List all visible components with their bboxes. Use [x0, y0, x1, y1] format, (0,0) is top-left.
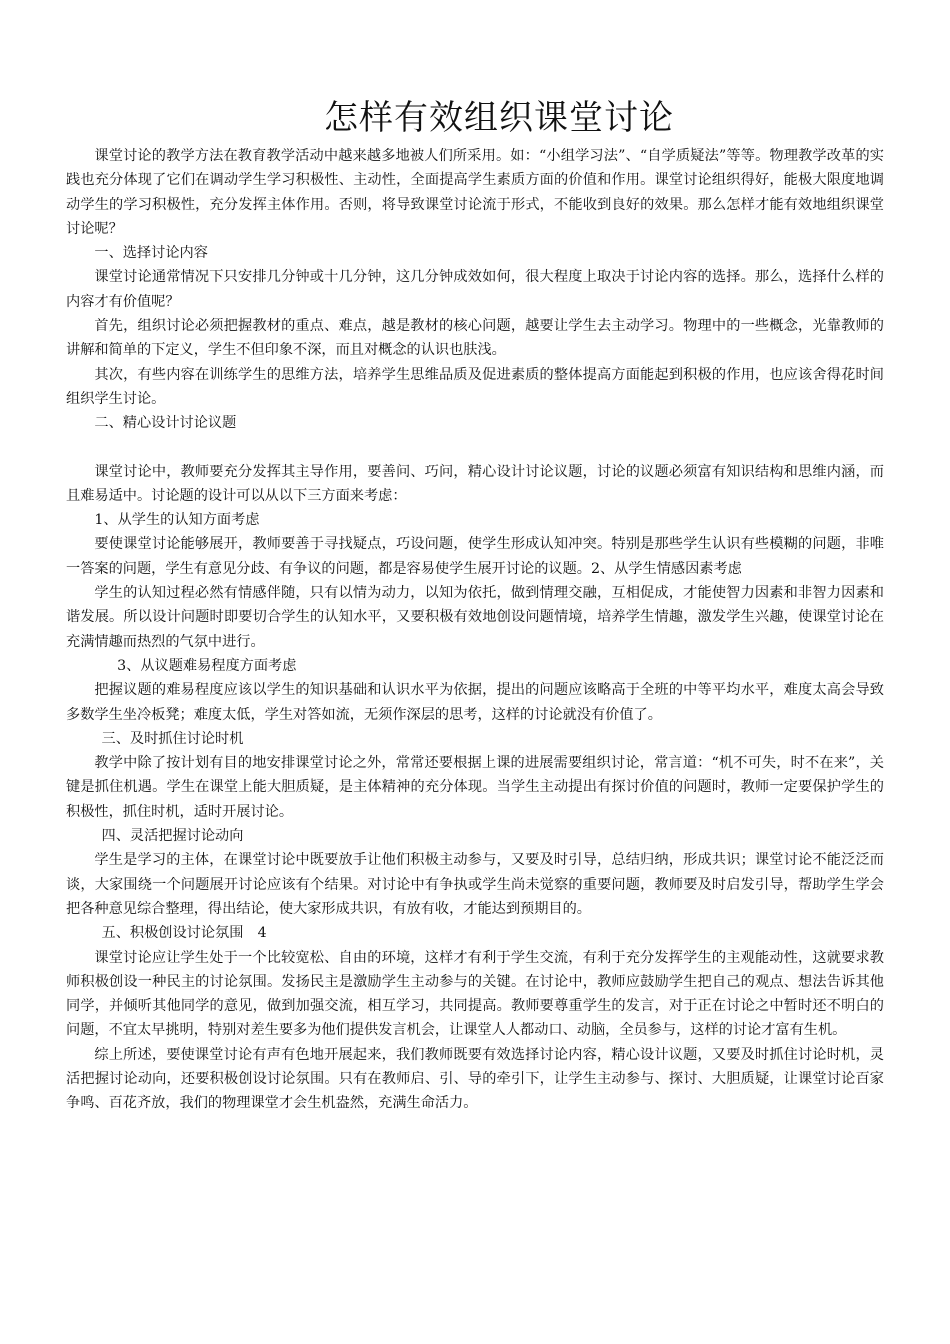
paragraph: 教学中除了按计划有目的地安排课堂讨论之外，常常还要根据上课的进展需要组织讨论，常言道：“机不可失，时不在来”，关键是抓住机遇。学生在课堂上能大胆质疑，是主体精神的充分体现。当学生主动提出有探讨价值的问题时，教师一定要保护学生的积极性，抓住时机，适时开展讨论。	[66, 755, 884, 820]
section-heading: 五、积极创设讨论氛围 4	[101, 925, 267, 942]
paragraph: 综上所述，要使课堂讨论有声有色地开展起来，我们教师既要有效选择讨论内容，精心设计议题，又要及时抓住讨论时机，灵活把握讨论动向，还要积极创设讨论氛围。只有在教师启、引、导的牵引下，让学生主动参与、探讨、大胆质疑，让课堂讨论百家争鸣、百花齐放，我们的物理课堂才会生机盎然，充满生命活力。	[66, 1046, 884, 1112]
section-heading: 三、及时抓住讨论时机	[101, 730, 244, 747]
paragraph: 学生是学习的主体，在课堂讨论中既要放手让他们积极主动参与，又要及时引导，总结归纳，形成共识；课堂讨论不能泛泛而谈，大家围绕一个问题展开讨论应该有个结果。对讨论中有争执或学生尚未觉察的重要问题，教师要及时启发引导，帮助学生学会把各种意见综合整理，得出结论，使大家形成共识，有放有收，才能达到预期目的。	[66, 852, 884, 917]
section-heading: 一、选择讨论内容	[94, 245, 208, 262]
document-body	[66, 144, 884, 1116]
paragraph: 课堂讨论的教学方法在教育教学活动中越来越多地被人们所采用。如：“小组学习法”、“自学质疑法”等等。物理教学改革的实践也充分体现了它们在调动学生学习积极性、主动性，全面提高学生素质方面的价值和作用。课堂讨论组织得好，能极大限度地调动学生的学习积极性，充分发挥主体作用。否则，将导致课堂讨论流于形式，不能收到良好的效果。那么怎样才能有效地组织课堂讨论呢？	[66, 148, 884, 237]
paragraph: 要使课堂讨论能够展开，教师要善于寻找疑点，巧设问题，使学生形成认知冲突。特别是那些学生认识有些模糊的问题，非唯一答案的问题，学生有意见分歧、有争议的问题，都是容易使学生展开讨论的议题。2、从学生情感因素考虑	[66, 536, 884, 577]
paragraph: 课堂讨论应让学生处于一个比较宽松、自由的环境，这样才有利于学生交流，有利于充分发挥学生的主观能动性，这就要求教师积极创设一种民主的讨论氛围。发扬民主是激励学生主动参与的关键。在讨论中，教师应鼓励学生把自己的观点、想法告诉其他同学，并倾听其他同学的意见，做到加强交流，相互学习，共同提高。教师要尊重学生的发言，对于正在讨论之中暂时还不明白的问题，不宜太早挑明，特别对差生要多为他们提供发言机会，让课堂人人都动口、动脑，全员参与，这样的讨论才富有生机。	[66, 949, 884, 1039]
paragraph: 课堂讨论中，教师要充分发挥其主导作用，要善问、巧问，精心设计讨论议题，讨论的议题必须富有知识结构和思维内涵，而且难易适中。讨论题的设计可以从以下三方面来考虑：	[66, 463, 884, 504]
page-title: 怎样有效组织课堂讨论	[324, 98, 674, 138]
blank-line	[66, 436, 884, 460]
paragraph: 学生的认知过程必然有情感伴随，只有以情为动力，以知为依托，做到情理交融，互相促成，才能使智力因素和非智力因素和谐发展。所以设计问题时即要切合学生的认知水平，又要积极有效地创设问题情境，培养学生情趣，激发学生兴趣，使课堂讨论在充满情趣而热烈的气氛中进行。	[66, 585, 884, 650]
section-heading: 二、精心设计讨论议题	[94, 415, 237, 432]
section-heading: 1、从学生的认知方面考虑	[94, 512, 260, 529]
paragraph: 其次，有些内容在训练学生的思维方法，培养学生思维品质及促进素质的整体提高方面能起到积极的作用，也应该舍得花时间组织学生讨论。	[66, 366, 884, 407]
section-heading: 四、灵活把握讨论动向	[101, 828, 244, 845]
document-page	[66, 92, 884, 1116]
paragraph: 课堂讨论通常情况下只安排几分钟或十几分钟，这几分钟成效如何，很大程度上取决于讨论内容的选择。那么，选择什么样的内容才有价值呢？	[66, 269, 884, 310]
section-heading: 3、从议题难易程度方面考虑	[117, 657, 297, 674]
paragraph: 把握议题的难易程度应该以学生的知识基础和认识水平为依据，提出的问题应该略高于全班的中等平均水平，难度太高会导致多数学生坐冷板凳；难度太低，学生对答如流，无须作深层的思考，这样的讨论就没有价值了。	[66, 682, 884, 723]
paragraph: 首先，组织讨论必须把握教材的重点、难点，越是教材的核心问题，越要让学生去主动学习。物理中的一些概念，光靠教师的讲解和简单的下定义，学生不但印象不深，而且对概念的认识也肤浅。	[66, 318, 884, 359]
